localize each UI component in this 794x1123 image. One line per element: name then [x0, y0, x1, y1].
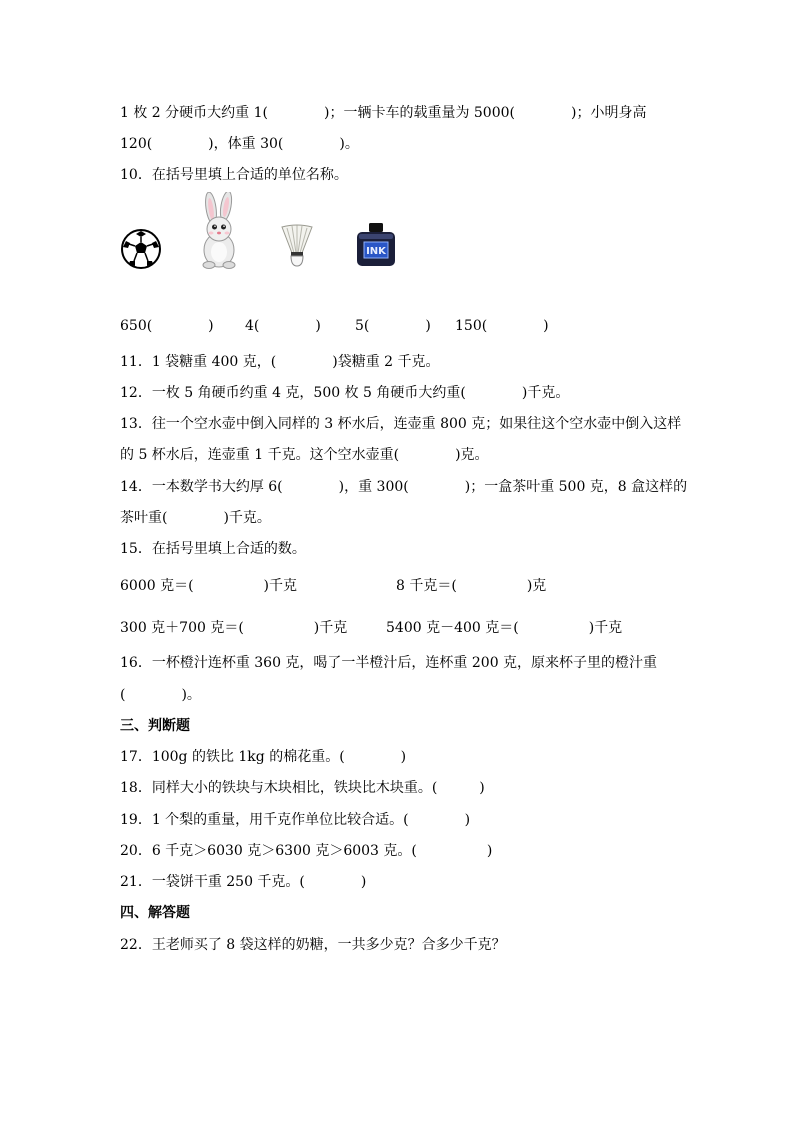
question-16-line-1: 16．一杯橙汁连杯重 360 克，喝了一半橙汁后，连杯重 200 克，原来杯子里的橙汁重 — [120, 655, 658, 671]
question-15-item-1: 6000 克＝( )千克 — [120, 578, 298, 594]
ink-label: INK — [366, 246, 386, 257]
section-4-heading: 四、解答题 — [120, 905, 190, 921]
ink-bottle-icon — [355, 222, 397, 272]
section-3-heading: 三、判断题 — [120, 718, 190, 734]
question-10-blank-3: 5( ) — [355, 318, 431, 334]
question-19: 19．1 个梨的重量，用千克作单位比较合适。( ) — [120, 812, 471, 828]
question-10-blank-4: 150( ) — [455, 318, 549, 334]
question-12: 12．一枚 5 角硬币约重 4 克，500 枚 5 角硬币大约重( )千克。 — [120, 385, 570, 401]
soccer-ball-icon — [120, 228, 162, 274]
question-22: 22．王老师买了 8 袋这样的奶糖，一共多少克？合多少千克？ — [120, 937, 506, 953]
question-18: 18．同样大小的铁块与木块相比，铁块比木块重。( ) — [120, 780, 485, 796]
shuttlecock-icon — [278, 223, 316, 273]
rabbit-icon — [196, 192, 242, 274]
question-13-line-1: 13．往一个空水壶中倒入同样的 3 杯水后，连壶重 800 克；如果往这个空水壶中倒入这样 — [120, 416, 682, 432]
question-13-line-2: 的 5 杯水后，连壶重 1 千克。这个空水壶重( )克。 — [120, 447, 489, 463]
question-9-line-1: 1 枚 2 分硬币大约重 1( )；一辆卡车的载重量为 5000( )；小明身高 — [120, 105, 647, 121]
question-21: 21．一袋饼干重 250 千克。( ) — [120, 874, 367, 890]
question-10-blank-2: 4( ) — [245, 318, 321, 334]
question-14-line-1: 14．一本数学书大约厚 6( )，重 300( )；一盒茶叶重 500 克，8 盒这样的 — [120, 479, 688, 495]
question-9-line-2: 120( )，体重 30( )。 — [120, 136, 359, 152]
question-10-blank-1: 650( ) — [120, 318, 214, 334]
question-14-line-2: 茶叶重( )千克。 — [120, 510, 271, 526]
question-16-line-2: ( )。 — [120, 687, 201, 703]
question-15-item-2: 8 千克＝( )克 — [396, 578, 547, 594]
question-15-item-4: 5400 克－400 克＝( )千克 — [386, 620, 623, 636]
question-11: 11．1 袋糖重 400 克，( )袋糖重 2 千克。 — [120, 354, 440, 370]
question-15-title: 15．在括号里填上合适的数。 — [120, 541, 306, 557]
question-20: 20．6 千克＞6030 克＞6300 克＞6003 克。( ) — [120, 843, 493, 859]
question-10-title: 10．在括号里填上合适的单位名称。 — [120, 167, 348, 183]
question-15-item-3: 300 克＋700 克＝( )千克 — [120, 620, 348, 636]
question-17: 17．100g 的铁比 1kg 的棉花重。( ) — [120, 749, 407, 765]
